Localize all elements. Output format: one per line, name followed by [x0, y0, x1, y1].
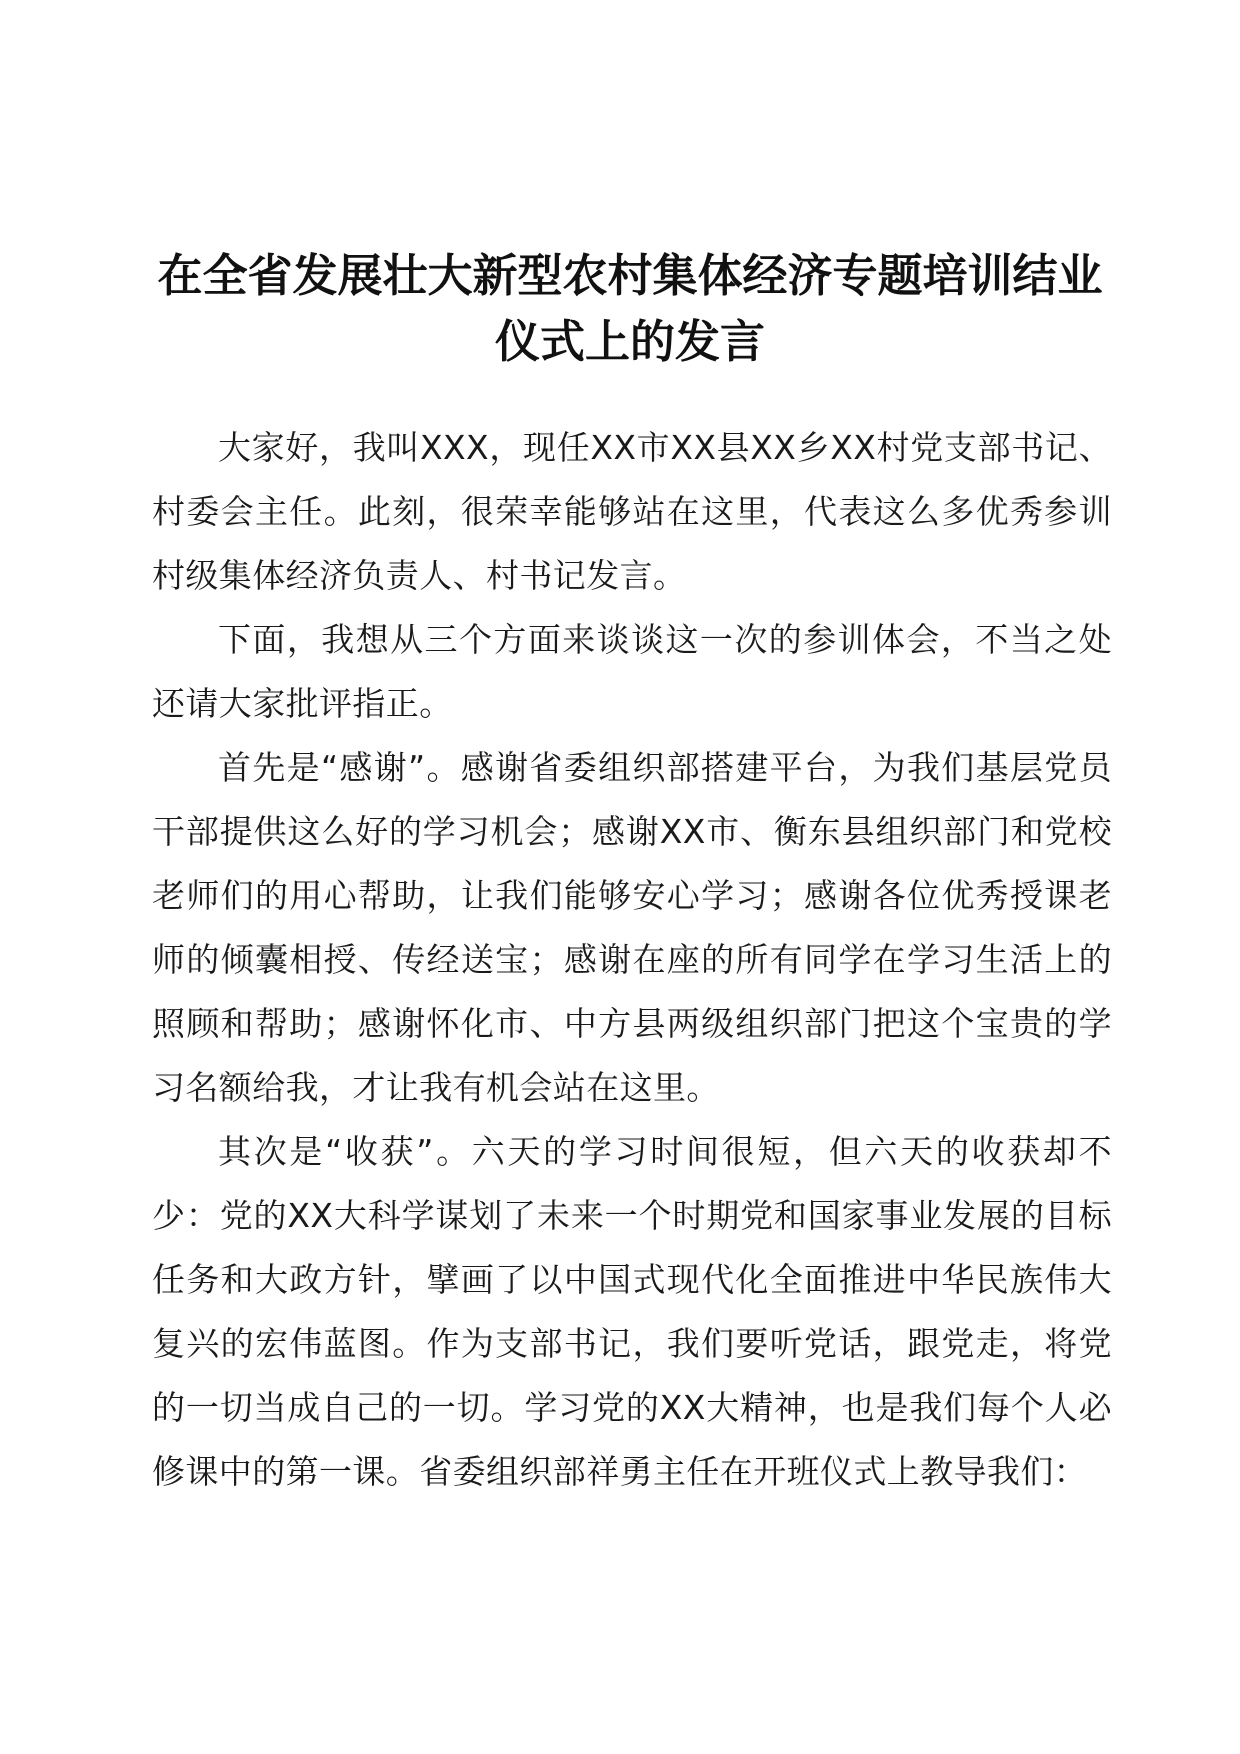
- paragraph-intro: 下面，我想从三个方面来谈谈这一次的参训体会，不当之处还请大家批评指正。: [152, 620, 1112, 723]
- paragraph-gains: 其次是“收获”。六天的学习时间很短，但六天的收获却不少：党的XX大科学谋划了未来一个时期党和国家事业发展的目标任务和大政方针，擘画了以中国式现代化全面推进中华民族伟大复兴的宏伟蓝图。作为支部书记，我们要听党话，跟党走，将党的一切当成自己的一切。学习党的XX大精神，也是我们每个人必修课中的第一课。省委组织部祥勇主任在开班仪式上教导我们：: [152, 1132, 1112, 1491]
- document-body: [152, 416, 1112, 1504]
- document-title: 在全省发展壮大新型农村集体经济专题培训结业仪式上的发言: [157, 249, 1103, 368]
- paragraph-greeting: 大家好，我叫XXX，现任XX市XX县XX乡XX村党支部书记、村委会主任。此刻，很荣幸能够站在这里，代表这么多优秀参训村级集体经济负责人、村书记发言。: [152, 428, 1112, 595]
- paragraph-thanks: 首先是“感谢”。感谢省委组织部搭建平台，为我们基层党员干部提供这么好的学习机会；感谢XX市、衡东县组织部门和党校老师们的用心帮助，让我们能够安心学习；感谢各位优秀授课老师的倾囊相授、传经送宝；感谢在座的所有同学在学习生活上的照顾和帮助；感谢怀化市、中方县两级组织部门把这个宝贵的学习名额给我，才让我有机会站在这里。: [152, 748, 1112, 1107]
